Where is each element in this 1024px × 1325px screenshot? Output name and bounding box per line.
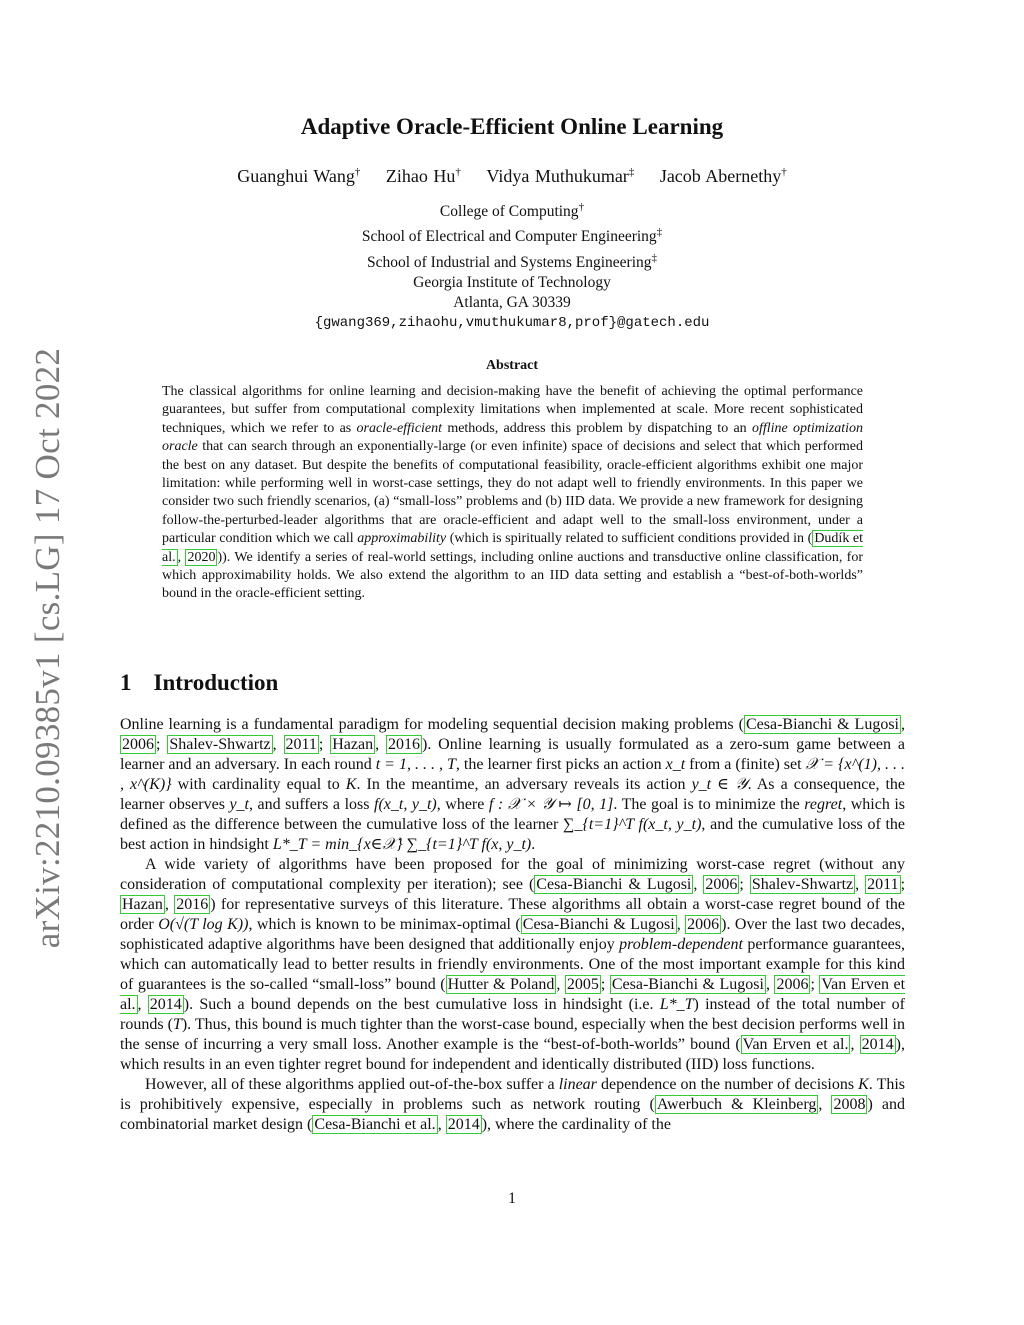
citation-link[interactable]: 2014 xyxy=(447,1116,480,1133)
citation-link[interactable]: Cesa-Bianchi et al. xyxy=(314,1116,436,1133)
introduction-body xyxy=(120,715,905,1135)
citation-link[interactable]: Dudík et al. xyxy=(162,531,864,565)
citation-link[interactable]: 2006 xyxy=(687,916,720,933)
citation-link[interactable]: Shalev-Shwartz xyxy=(169,736,271,753)
author-name: Vidya Muthukumar‡ xyxy=(486,166,635,186)
author-emails: {gwang369,zihaohu,vmuthukumar8,prof}@gatech.edu xyxy=(314,315,710,332)
affiliation-line: School of Electrical and Computer Engineering‡ xyxy=(361,226,663,246)
affiliation-line: Atlanta, GA 30339 xyxy=(453,294,571,312)
citation-link[interactable]: 2011 xyxy=(285,736,317,753)
citation-link[interactable]: 2006 xyxy=(776,976,809,993)
affiliation-line: School of Industrial and Systems Engineering‡ xyxy=(366,251,658,271)
math-expression: x_t xyxy=(665,756,686,773)
math-expression: y_t xyxy=(229,796,249,813)
math-expression: L*_T xyxy=(659,996,694,1013)
affiliation-line: College of Computing† xyxy=(439,201,585,221)
citation-link[interactable]: Van Erven et al. xyxy=(742,1036,849,1053)
citation-link[interactable]: Hazan xyxy=(332,736,374,753)
citation-link[interactable]: Cesa-Bianchi & Lugosi xyxy=(611,976,764,993)
citation-link[interactable]: 2011 xyxy=(867,876,899,893)
citation-link[interactable]: Awerbuch & Kleinberg xyxy=(656,1096,817,1113)
abstract-text: The classical algorithms for online learning and decision-making have the benefit of achieving the optimal performance guarantees, but suffer from computational complexity limitations when implemented at scale. More recent sophisticated techniques, which we refer to as oracle-efficient methods, address this problem by dispatching to an offline optimization oracle that can search through an exponentially-large (or even infinite) space of decisions and select that which performed the best on any dataset. But despite the benefits of computational feasibility, oracle-efficient algorithms exhibit one major limitation: while performing well in worst-case settings, they do not adapt well to friendly environments. In this paper we consider two such friendly scenarios, (a) “small-loss” problems and (b) IID data. We provide a new framework for designing follow-the-perturbed-leader algorithms that are oracle-efficient and adapt well to the small-loss environment, under a particular condition which we call approximability (which is spiritually related to sufficient conditions provided in ( Dudík et al. , 2020 )). We identify a series of real-world settings, including online auctions and transductive online classification, for which approximability holds. We also extend the algorithm to an IID data setting and establish a “best-of-both-worlds” bound in the oracle-efficient setting. xyxy=(162,384,864,602)
citation-link[interactable]: 2020 xyxy=(187,549,216,565)
math-expression: T xyxy=(172,1016,182,1033)
citation-link[interactable]: Hutter & Poland xyxy=(447,976,555,993)
math-expression: y_t ∈ 𝒴 xyxy=(691,776,748,793)
abstract-heading: Abstract xyxy=(485,358,539,373)
math-expression: ∑_{t=1}^T f(x_t, y_t) xyxy=(563,816,702,833)
affiliations xyxy=(0,197,1024,334)
citation-link[interactable]: Van Erven et al. xyxy=(120,976,906,1013)
paragraph: A wide variety of algorithms have been proposed for the goal of minimizing worst-case regret (without any consideration of computational complexity per iteration); see ( Cesa-Bianchi & Lugosi , 2006 ; Shalev-Shwartz , 2011 ; Hazan , 2016 ) for representative surveys of this literature. These algorithms all obtain a worst-case regret bound of the order O(√(T log K)), which is known to be minimax-optimal ( Cesa-Bianchi & Lugosi , 2006 ). Over the last two decades, sophisticated adaptive algorithms have been designed that additionally enjoy problem-dependent performance guarantees, which can automatically lead to better results in friendly environments. One of the most important example for this kind of guarantees is the so-called “small-loss” bound ( Hutter & Poland , 2005 ; Cesa-Bianchi & Lugosi , 2006 ; Van Erven et al. , 2014 ). Such a bound depends on the best cumulative loss in hindsight (i.e. L*_T) instead of the total number of rounds (T). Thus, this bound is much tighter than the worst-case bound, especially when the best decision performs well in the sense of incurring a very small loss. Another example is the “best-of-both-worlds” bound ( Van Erven et al. , 2014 ), which results in an even tighter regret bound for independent and identically distributed (IID) loss functions. xyxy=(120,856,906,1073)
paper-title: Adaptive Oracle-Efficient Online Learning xyxy=(300,114,724,139)
math-expression: K xyxy=(345,776,357,793)
math-expression: f : 𝒳 × 𝒴 ↦ [0, 1] xyxy=(488,796,614,813)
citation-link[interactable]: 2014 xyxy=(149,996,182,1013)
citation-link[interactable]: Cesa-Bianchi & Lugosi xyxy=(522,916,675,933)
arxiv-identifier[interactable]: arXiv:2210.09385v1 [cs.LG] 17 Oct 2022 xyxy=(28,347,67,949)
paragraph: Online learning is a fundamental paradigm for modeling sequential decision making problems ( Cesa-Bianchi & Lugosi , 2006 ; Shalev-Shwartz , 2011 ; Hazan , 2016 ). Online learning is usually formulated as a zero-sum game between a learner and an adversary. In each round t = 1, . . . , T, the learner first picks an action x_t from a (finite) set 𝒳 = {x^(1), . . . , x^(K)} with cardinality equal to K. In the meantime, an adversary reveals its action y_t ∈ 𝒴. As a consequence, the learner observes y_t, and suffers a loss f(x_t, y_t), where f : 𝒳 × 𝒴 ↦ [0, 1]. The goal is to minimize the regret, which is defined as the difference between the cumulative loss of the learner ∑_{t=1}^T f(x_t, y_t), and the cumulative loss of the best action in hindsight L*_T = min_{x∈𝒳} ∑_{t=1}^T f(x, y_t). xyxy=(120,716,906,853)
affiliation-line: Georgia Institute of Technology xyxy=(413,274,611,292)
citation-link[interactable]: 2005 xyxy=(566,976,599,993)
math-expression: f(x_t, y_t) xyxy=(374,796,437,813)
math-expression: 𝒳 = {x^(1), . . . , x^(K)} xyxy=(120,756,906,793)
citation-link[interactable]: 2008 xyxy=(833,1096,866,1113)
citation-link[interactable]: 2014 xyxy=(861,1036,894,1053)
paragraph: However, all of these algorithms applied out-of-the-box suffer a linear dependence on the number of decisions K. This is prohibitively expensive, especially in problems such as network routing ( Awerbuch & Kleinberg , 2008 ) and combinatorial market design ( Cesa-Bianchi et al. , 2014 ), where the cardinality of the xyxy=(120,1076,906,1133)
author-name: Jacob Abernethy† xyxy=(659,166,787,186)
author-name: Guanghui Wang† xyxy=(237,166,361,186)
citation-link[interactable]: 2006 xyxy=(122,736,154,753)
page-number: 1 xyxy=(508,1190,516,1207)
citation-link[interactable]: Cesa-Bianchi & Lugosi xyxy=(536,876,692,893)
author-name: Zihao Hu† xyxy=(385,166,461,186)
math-expression: K xyxy=(858,1076,869,1093)
citation-link[interactable]: 2016 xyxy=(387,736,420,753)
citation-link[interactable]: Shalev-Shwartz xyxy=(751,876,854,893)
section-heading: 1 Introduction xyxy=(120,670,279,695)
math-expression: t = 1, . . . , T xyxy=(375,756,456,773)
citation-link[interactable]: 2006 xyxy=(705,876,738,893)
math-expression: L*_T = min_{x∈𝒳} ∑_{t=1}^T f(x, y_t) xyxy=(272,836,532,853)
author-list xyxy=(0,166,1024,187)
citation-link[interactable]: Hazan xyxy=(122,896,163,913)
math-expression: O(√(T log K)) xyxy=(158,916,249,933)
citation-link[interactable]: 2016 xyxy=(176,896,209,913)
citation-link[interactable]: Cesa-Bianchi & Lugosi xyxy=(745,716,900,733)
